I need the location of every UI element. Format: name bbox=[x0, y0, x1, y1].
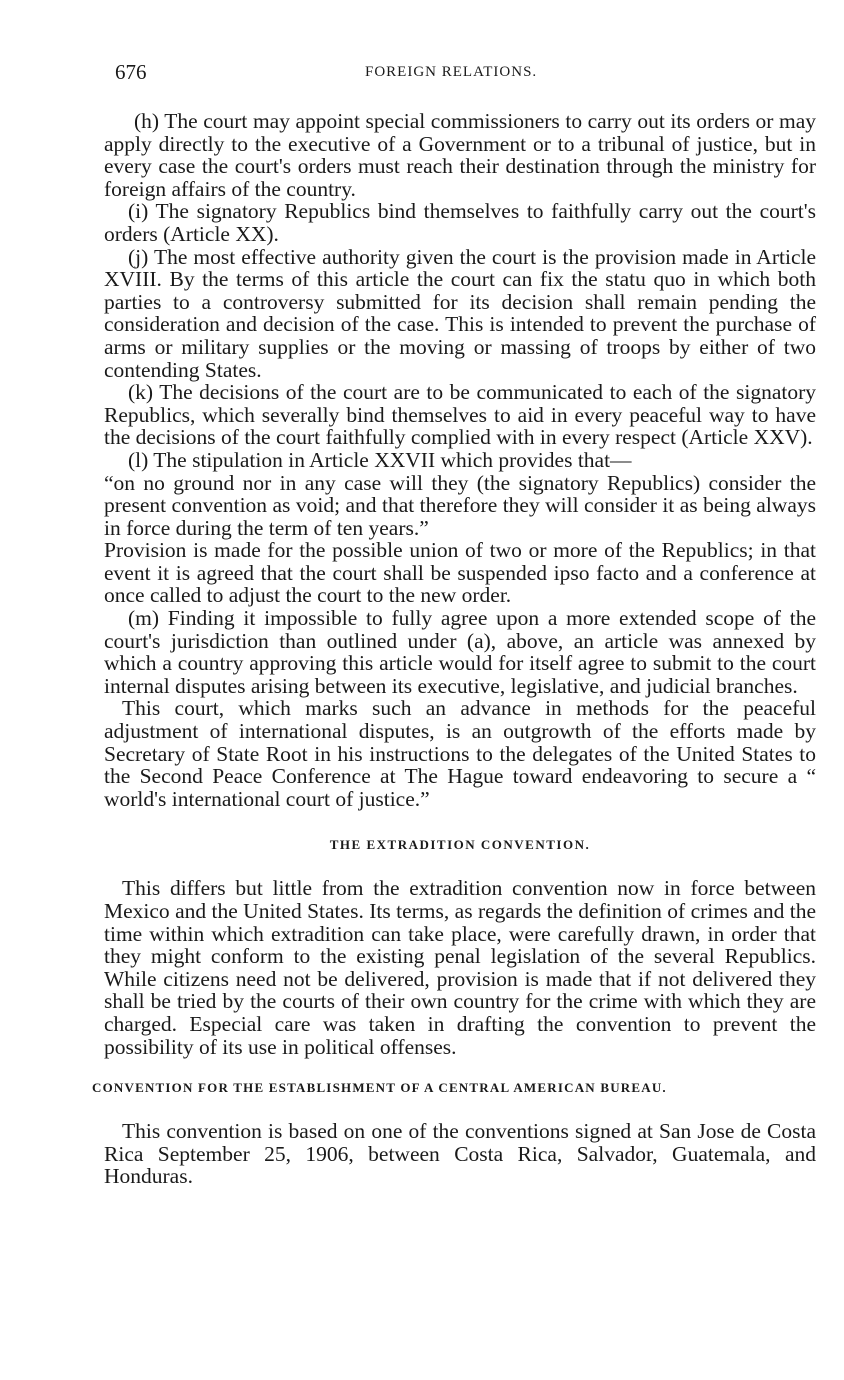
paragraph-court-summary: This court, which marks such an advance in methods for the peaceful adjustment of international disputes, is an outgrowth of the efforts made by Secretary of State Root in his instructions to the delegates of the United States to the Second Peace Conference at The Hague toward endeavoring to secure a “ world's international court of justice.” bbox=[104, 696, 816, 811]
body-text bbox=[92, 109, 816, 1189]
paragraph-h: (h) The court may appoint special commissioners to carry out its orders or may apply directly to the executive of a Government or to a tribunal of justice, but in every case the court's orders must reach their destination through the ministry for foreign affairs of the country. bbox=[104, 109, 816, 201]
paragraph-k: (k) The decisions of the court are to be communicated to each of the signatory Republics, which severally bind themselves to aid in every peaceful way to have the decisions of the court faithfully complied with in every respect (Article XXV). bbox=[104, 380, 816, 450]
paragraph-l: (l) The stipulation in Article XXVII which provides that— bbox=[128, 447, 632, 472]
paragraph-l-quote: “on no ground nor in any case will they (the signatory Republics) consider the present convention as void; and that therefore they will consider it as being always in force during the term of ten years.” bbox=[104, 470, 816, 540]
paragraph-m: (m) Finding it impossible to fully agree upon a more extended scope of the court's jurisdiction than outlined under (a), above, an article was annexed by which a country approving this article would for itself agree to submit to the court internal disputes arising between its executive, legislative, and judicial branches. bbox=[104, 606, 816, 698]
extradition-heading: THE EXTRADITION CONVENTION. bbox=[329, 837, 591, 853]
paragraph-l-continuation: Provision is made for the possible union of two or more of the Republics; in that event it is agreed that the court shall be suspended ipso facto and a conference at once called to adjust the court to the new order. bbox=[104, 538, 816, 608]
page-number: 676 bbox=[115, 60, 147, 84]
running-head: FOREIGN RELATIONS. bbox=[365, 64, 538, 80]
bureau-heading: CONVENTION FOR THE ESTABLISHMENT OF A CENTRAL AMERICAN BUREAU. bbox=[92, 1080, 667, 1096]
paragraph-j: (j) The most effective authority given the court is the provision made in Article XVIII. By the terms of this article the court can fix the statu quo in which both parties to a controversy submitted for its decision shall remain pending the consideration and decision of the case. This is intended to prevent the purchase of arms or military supplies or the moving or massing of troops by either of two contending States. bbox=[104, 244, 816, 382]
extradition-paragraph: This differs but little from the extradition convention now in force between Mexico and the United States. Its terms, as regards the definition of crimes and the time within which extradition can take place, were carefully drawn, in order that they might conform to the existing penal legislation of the several Republics. While citizens need not be delivered, provision is made that if not delivered they shall be tried by the courts of their own country for the crime with which they are charged. Especial care was taken in drafting the convention to prevent the possibility of its use in political offenses. bbox=[104, 876, 816, 1059]
paragraph-i: (i) The signatory Republics bind themselves to faithfully carry out the court's orders (Article XX). bbox=[104, 199, 816, 246]
bureau-paragraph: This convention is based on one of the conventions signed at San Jose de Costa Rica September 25, 1906, between Costa Rica, Salvador, Guatemala, and Honduras. bbox=[104, 1119, 816, 1189]
page-header bbox=[115, 60, 814, 90]
